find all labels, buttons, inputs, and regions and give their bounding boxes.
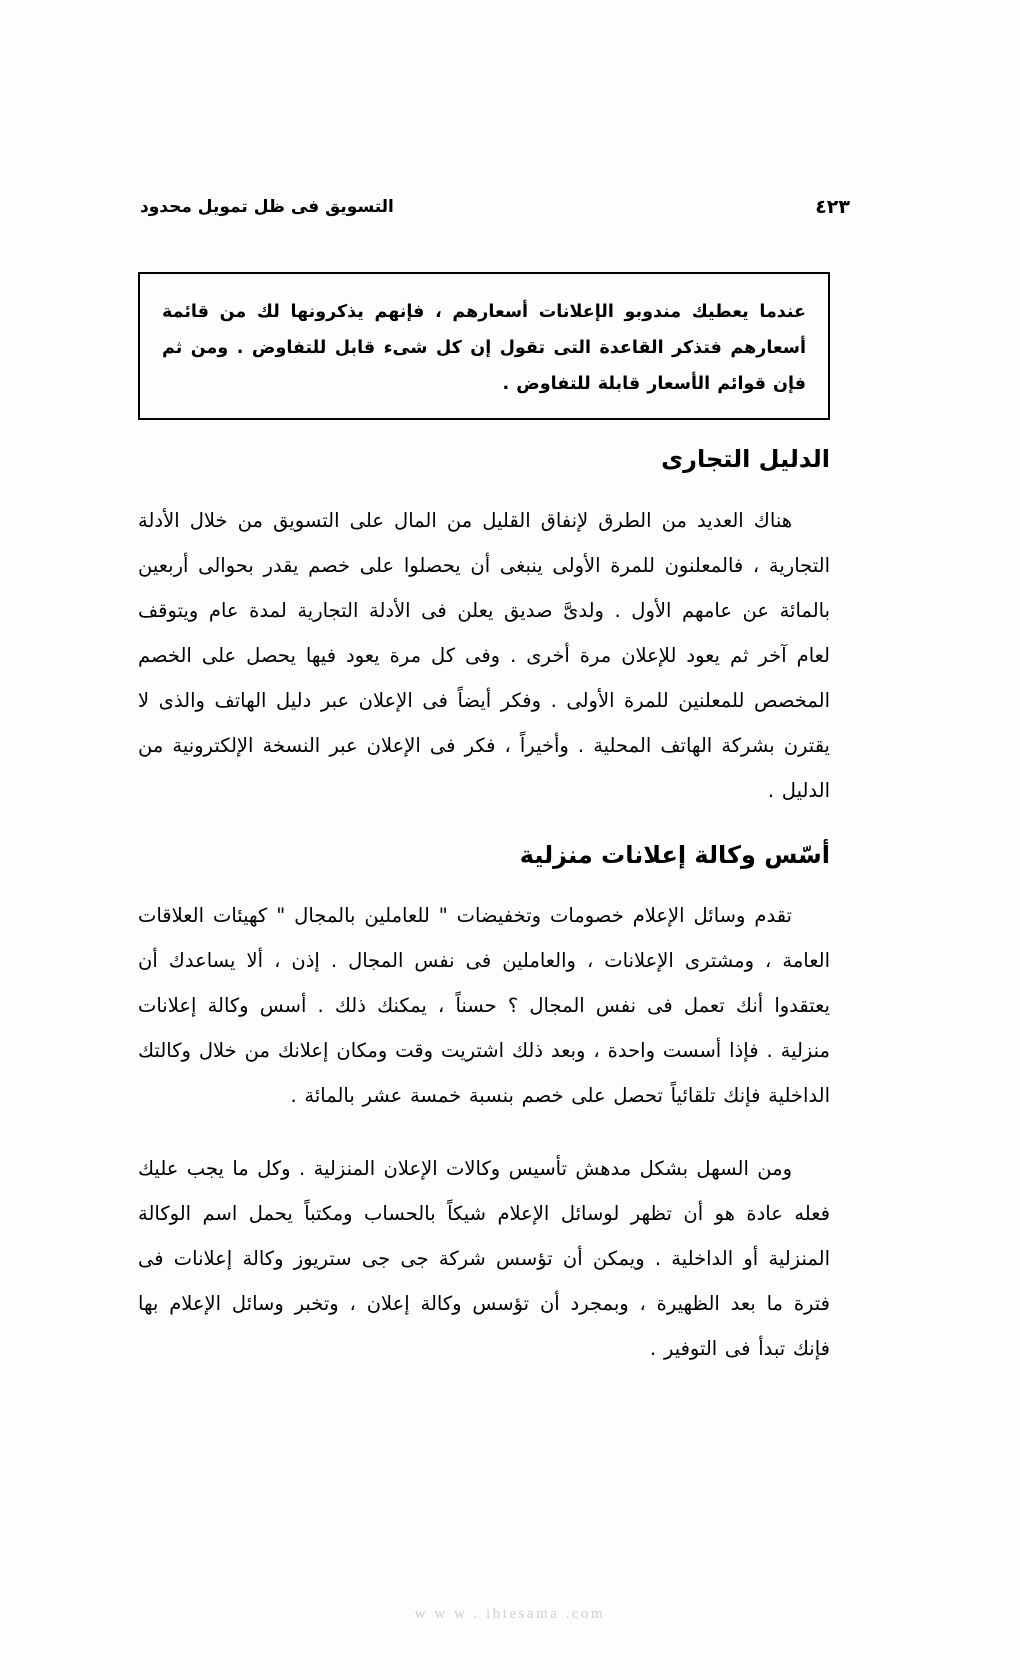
paragraph: ومن السهل بشكل مدهش تأسيس وكالات الإعلان المنزلية . وكل ما يجب عليك فعله عادة هو أن تظهر لوسائل الإعلام شيكاً بالحساب ومكتباً يحمل اسم الوكالة المنزلية أو الداخلية . ويمكن أن تؤسس شركة جى جى ستريوز وكالة إعلانات فى فترة ما بعد الظهيرة ، وبمجرد أن تؤسس وكالة إعلان ، وتخبر وسائل الإعلام بها فإنك تبدأ فى التوفير .: [138, 1157, 830, 1360]
callout-box: [138, 272, 830, 420]
page-number: ٤٢٣: [815, 196, 850, 218]
paragraph: تقدم وسائل الإعلام خصومات وتخفيضات " للعاملين بالمجال " كهيئات العلاقات العامة ، ومشترى الإعلانات ، والعاملين فى نفس المجال . إذن ، ألا يساعدك أن يعتقدوا أنك تعمل فى نفس المجال ؟ حسناً ، يمكنك ذلك . أسس وكالة إعلانات منزلية . فإذا أسست واحدة ، وبعد ذلك اشتريت وقت ومكان إعلانك من خلال وكالتك الداخلية فإنك تلقائياً تحصل على خصم بنسبة خمسة عشر بالمائة .: [138, 904, 830, 1107]
running-header: [140, 192, 850, 222]
running-title: التسويق فى ظل تمويل محدود: [140, 197, 394, 217]
section-body-house-agency-second: [138, 1146, 830, 1371]
section-heading-commercial-directory: الدليل التجارى: [661, 445, 830, 473]
callout-text: عندما يعطيك مندوبو الإعلانات أسعارهم ، فإنهم يذكرونها لك من قائمة أسعارهم فتذكر القاعدة التى تقول إن كل شىء قابل للتفاوض . ومن ثم فإن قوائم الأسعار قابلة للتفاوض .: [162, 302, 806, 394]
section-body-commercial-directory: [138, 498, 830, 813]
section-heading-house-agency: أسّس وكالة إعلانات منزلية: [519, 841, 830, 869]
footer-watermark: w w w . ibtesama .com: [414, 1606, 606, 1622]
section-body-house-agency-first: [138, 893, 830, 1118]
paragraph: هناك العديد من الطرق لإنفاق القليل من المال على التسويق من خلال الأدلة التجارية ، فالمعلنون للمرة الأولى ينبغى أن يحصلوا على خصم يقدر بحوالى أربعين بالمائة عن عامهم الأول . ولدىَّ صديق يعلن فى الأدلة التجارية لمدة عام ويتوقف لعام آخر ثم يعود للإعلان مرة أخرى . وفى كل مرة يعود فيها يحصل على الخصم المخصص للمعلنين للمرة الأولى . وفكر أيضاً فى الإعلان عبر دليل الهاتف والذى لا يقترن بشركة الهاتف المحلية . وأخيراً ، فكر فى الإعلان عبر النسخة الإلكترونية من الدليل .: [138, 509, 830, 802]
